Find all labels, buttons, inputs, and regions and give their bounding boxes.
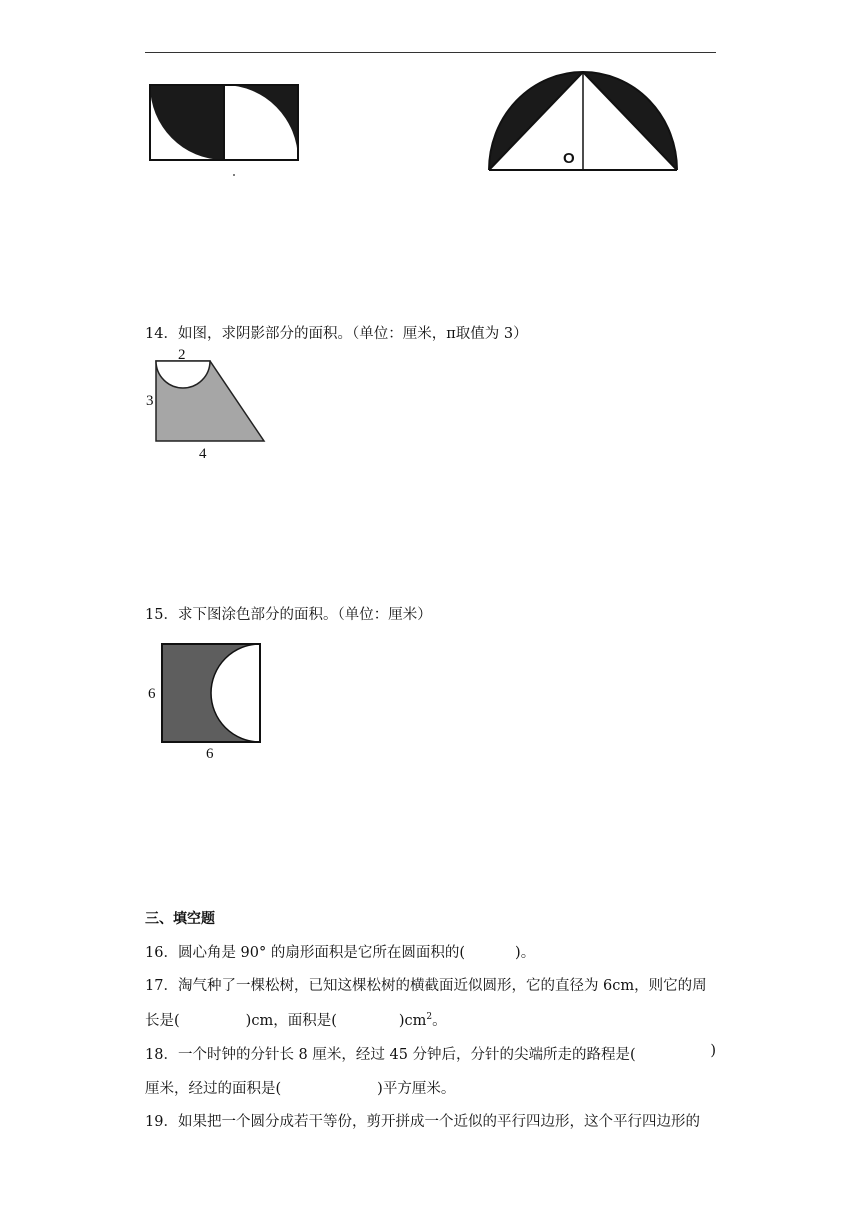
figure-q14-trapezoid: [146, 344, 280, 462]
q14-label-left: 3: [146, 393, 154, 409]
question-17-line2: [145, 1009, 447, 1030]
q17-sup: 2: [426, 1012, 433, 1023]
figure-q15-square-semicircle: [140, 636, 270, 762]
q18-a: 18．一个时钟的分针长 8 厘米，经过 45 分钟后，分针的尖端所走的路程是(: [145, 1047, 636, 1063]
q16-before: 16．圆心角是 90° 的扇形面积是它所在圆面积的(: [145, 945, 466, 961]
q17-c: )cm: [398, 1013, 427, 1029]
section-3-title: 三、填空题: [145, 911, 215, 927]
q14-label-bottom: 4: [199, 446, 207, 462]
question-19-line1: 19．如果把一个圆分成若干等份，剪开拼成一个近似的平行四边形，这个平行四边形的: [145, 1114, 700, 1130]
q17-b: )cm，面积是(: [245, 1013, 337, 1029]
q15-label-bottom: 6: [206, 746, 214, 762]
question-15-text: 15．求下图涂色部分的面积。（单位：厘米）: [145, 607, 432, 623]
question-18-line2: [145, 1077, 455, 1098]
center-label: O: [563, 150, 575, 167]
q15-label-left: 6: [148, 686, 156, 702]
question-16: [145, 941, 535, 962]
question-17-line1: 17．淘气种了一棵松树，已知这棵松树的横截面近似圆形，它的直径为 6cm，则它的周: [145, 978, 707, 994]
figure-rectangle-quarter-circles: [145, 80, 305, 178]
q18-d: )平方厘米。: [377, 1081, 456, 1097]
q16-after: )。: [515, 945, 536, 961]
q17-d: 。: [432, 1013, 447, 1029]
question-18-line1: [145, 1043, 716, 1064]
q18-b: ): [710, 1043, 716, 1059]
question-14-text: 14．如图，求阴影部分的面积。（单位：厘米，π取值为 3）: [145, 326, 528, 342]
q14-label-top: 2: [178, 347, 186, 363]
q18-c: 厘米，经过的面积是(: [145, 1081, 282, 1097]
figure-semicircle-triangle: [485, 66, 685, 176]
header-rule: [145, 52, 716, 53]
q17-a: 长是(: [145, 1013, 180, 1029]
